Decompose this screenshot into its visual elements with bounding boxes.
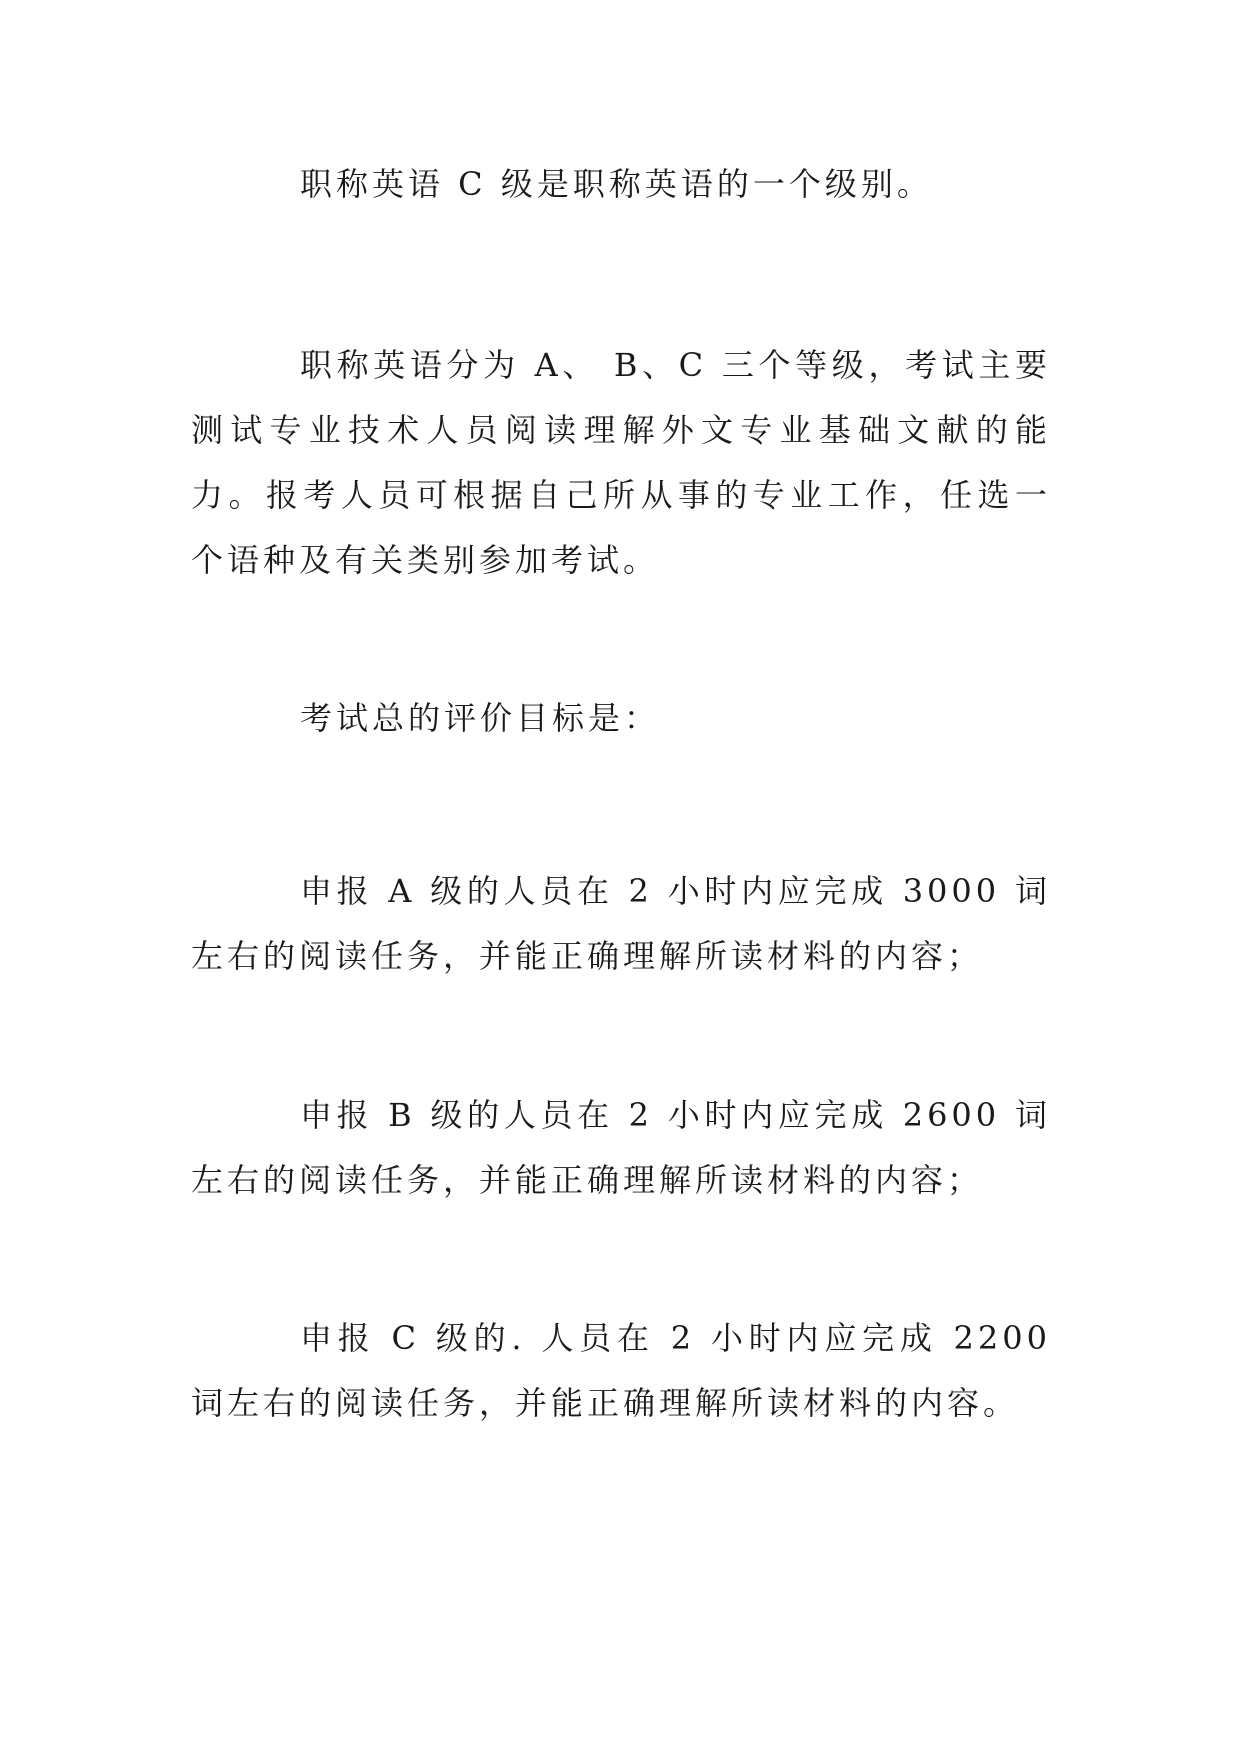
paragraph-levels: 职称英语分为 A、 B、C 三个等级，考试主要测试专业技术人员阅读理解外文专业基础文献的能力。报考人员可根据自己所从事的专业工作，任选一个语种及有关类别参加考试。: [191, 346, 1051, 579]
paragraph-level-b: 申报 B 级的人员在 2 小时内应完成 2600 词左右的阅读任务，并能正确理解所读材料的内容；: [191, 1096, 1051, 1199]
paragraph-intro: 职称英语 C 级是职称英语的一个级别。: [300, 165, 933, 203]
paragraph-level-a: 申报 A 级的人员在 2 小时内应完成 3000 词左右的阅读任务，并能正确理解所读材料的内容；: [191, 872, 1051, 975]
paragraph-level-c: 申报 C 级的. 人员在 2 小时内应完成 2200 词左右的阅读任务，并能正确理解所读材料的内容。: [191, 1319, 1051, 1422]
paragraph-goal-heading: 考试总的评价目标是：: [300, 699, 661, 737]
